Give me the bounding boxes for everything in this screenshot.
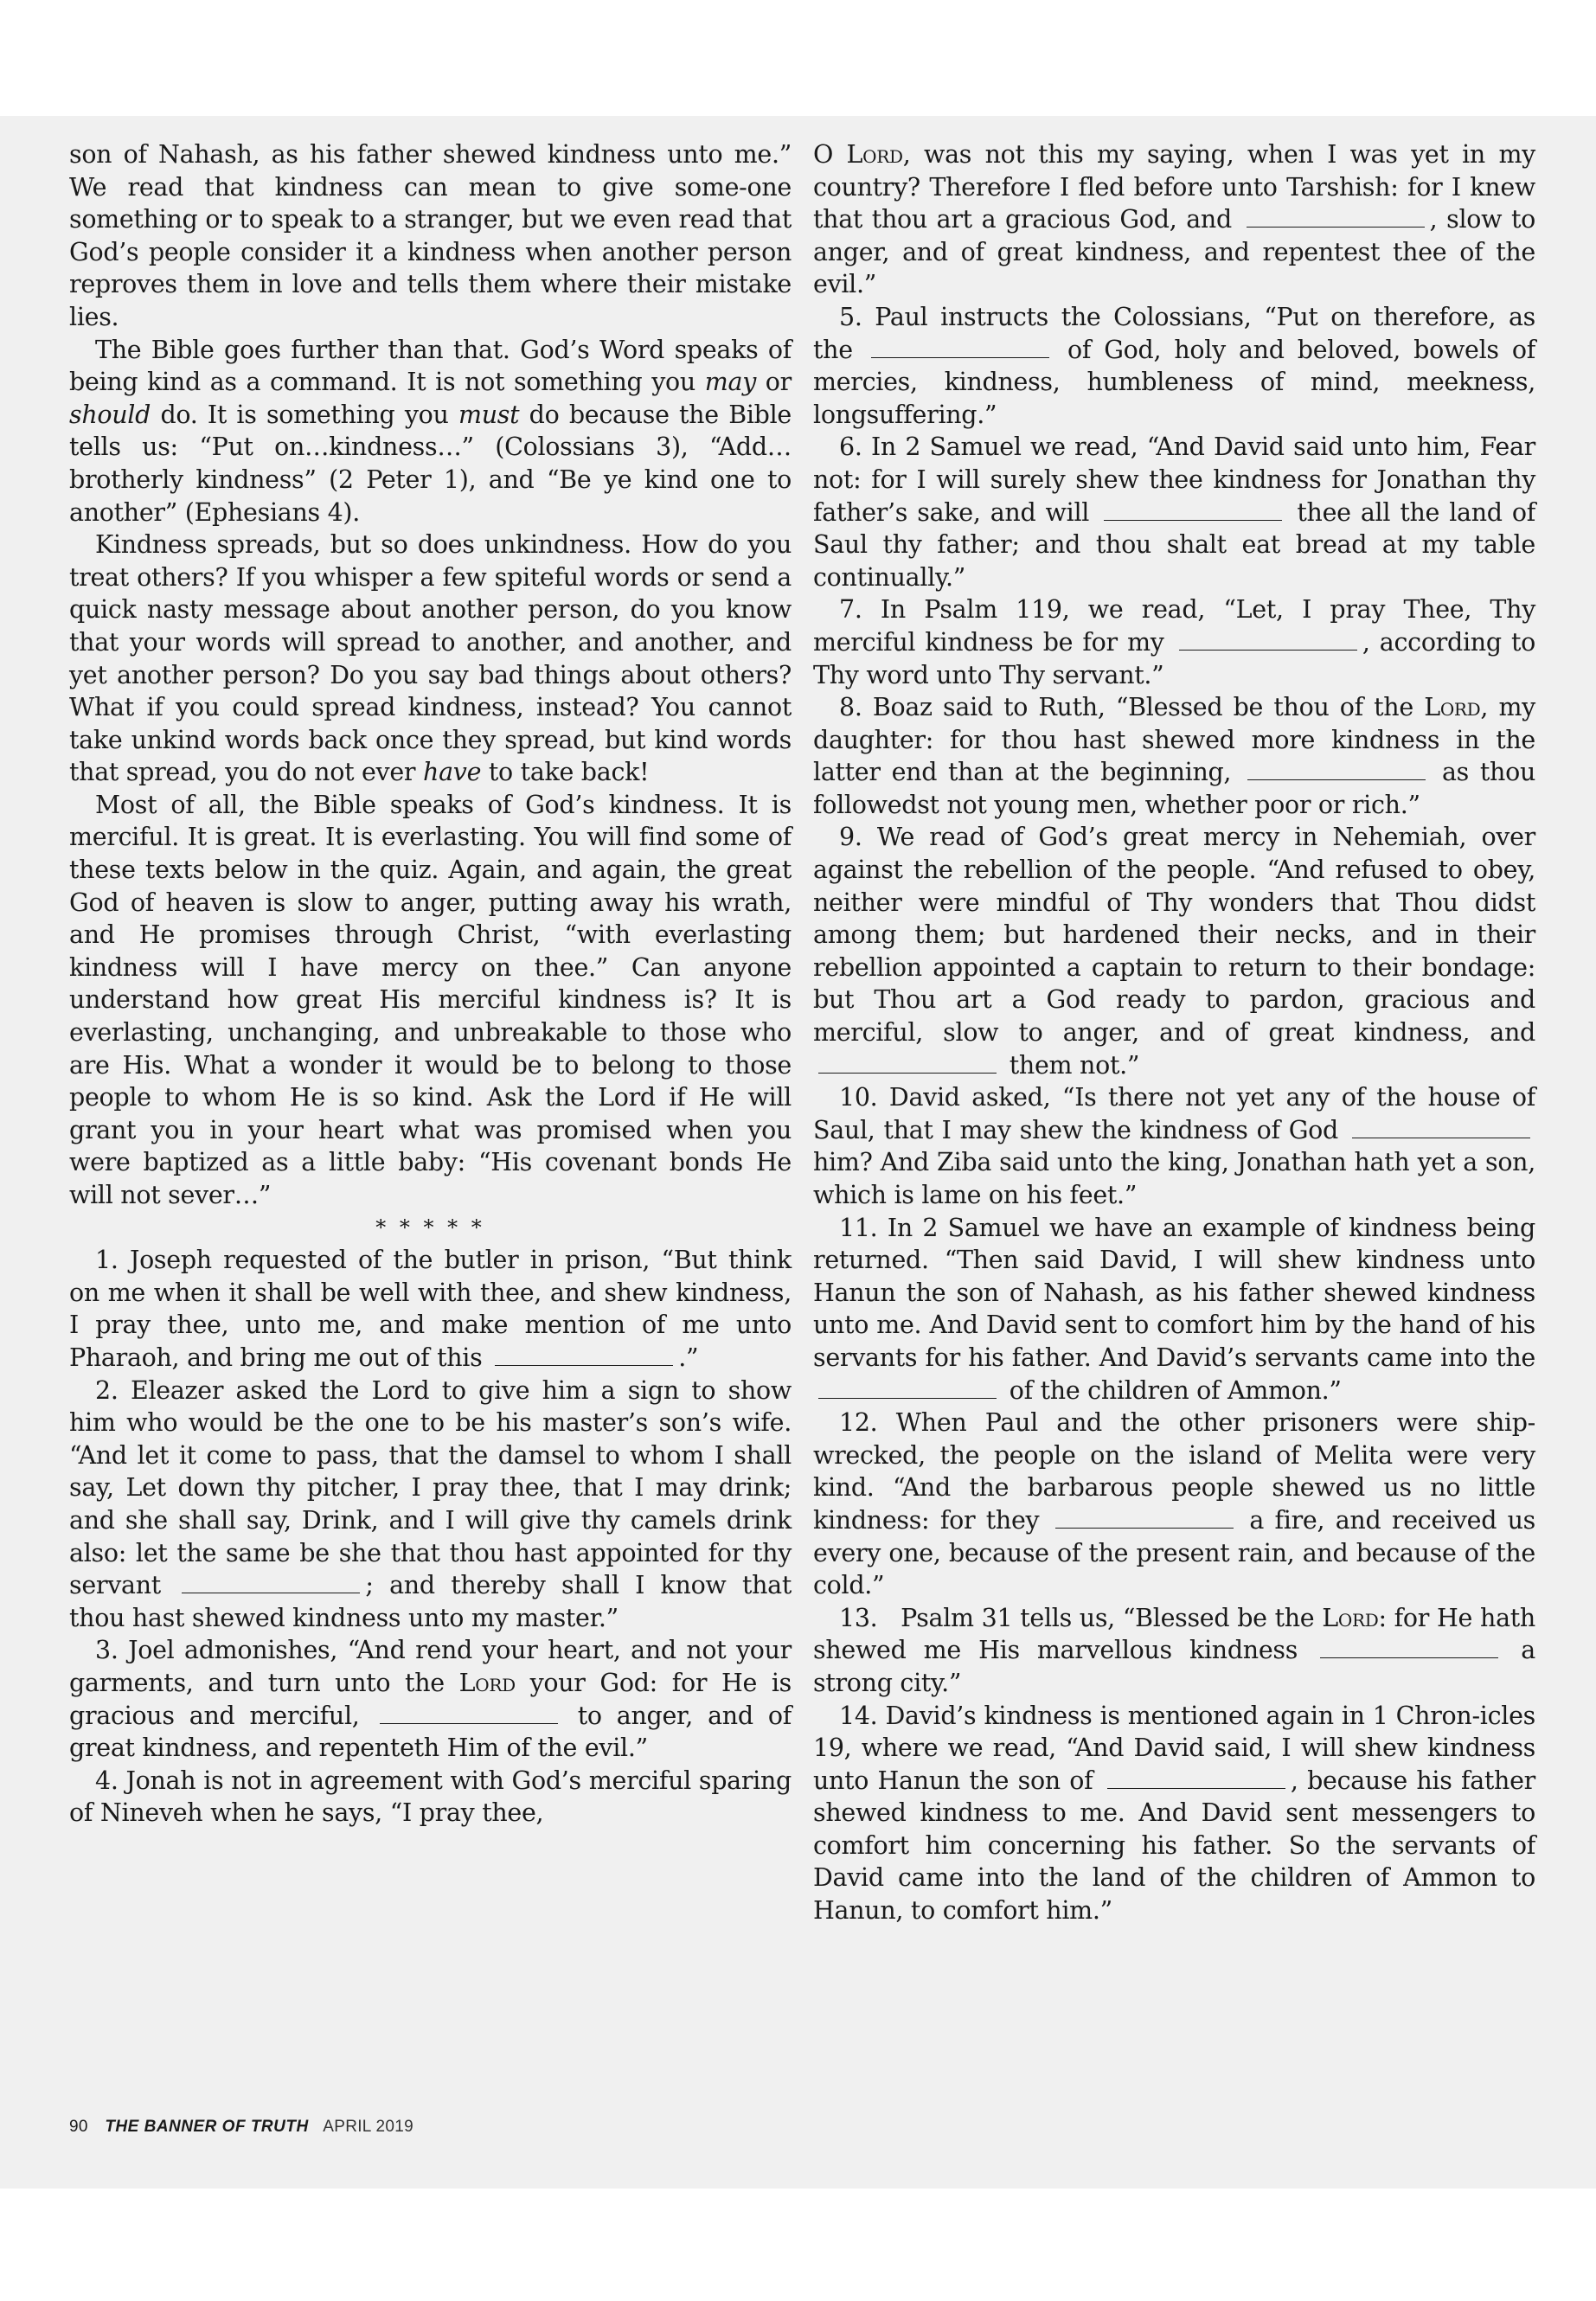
quiz-question-1: 1. Joseph requested of the butler in prison, “But think on me when it shall be well with thee, and shew kindness, I pray thee, unto me, and make mention of me unto Pharaoh, and bring me out of this .” [69, 1246, 792, 1372]
answer-blank [380, 1722, 558, 1724]
paragraph: Most of all, the Bible speaks of God’s kindness. It is merciful. It is great. It is everlasting. You will find some of these texts below in the quiz. Again, and again, the great God of heaven is slow to anger, putting away his wrath, and He promises through Christ, “with everlasting kindness will I have mercy on thee.” Can anyone understand how great His merciful kindness is? It is everlasting, unchanging, and unbreakable to those who are His. What a wonder it would be to belong to those people to whom He is so kind. Ask the Lord if He will grant you in your heart what was promised when you were baptized as a little baby: “His covenant bonds He will not sever…” [69, 790, 792, 1209]
issue-date: APRIL 2019 [323, 2118, 414, 2136]
quiz-question-10: 10. David asked, “Is there not yet any of the house of Saul, that I may shew the kindness of God him? And Ziba said unto the king, Jonathan hath yet a son, which is lame on his feet.” [813, 1083, 1535, 1209]
quiz-question-11: 11. In 2 Samuel we have an example of kindness being returned. “Then said David, I will shew kindness unto Hanun the son of Nahash, as his father shewed kindness unto me. And David sent to comfort him by the hand of his servants for his father. And David’s servants came into the of the children of Ammon.” [813, 1213, 1535, 1405]
answer-blank [1107, 1787, 1285, 1789]
page-footer [69, 2118, 413, 2137]
answer-blank [818, 1072, 997, 1074]
quiz-question-4-cont: O Lord, was not this my saying, when I was yet in my country? Therefore I fled before unto Tarshish: for I knew that thou art a gracious God, and , slow to anger, and of great kindness, and repentest thee of the evil.” [813, 140, 1535, 299]
answer-blank [1352, 1137, 1530, 1138]
quiz-question-2: 2. Eleazer asked the Lord to give him a sign to show him who would be the one to be his master’s son’s wife. “And let it come to pass, that the damsel to whom I shall say, Let down thy pitcher, I pray thee, that I may drink; and she shall say, Drink, and I will give thy camels drink also: let the same be she that thou hast appointed for thy servant ; and thereby shall I know that thou hast shewed kindness unto my master.” [69, 1375, 792, 1632]
quiz-question-3: 3. Joel admonishes, “And rend your heart, and not your garments, and turn unto the Lord your God: for He is gracious and merciful, to anger, and of great kindness, and repenteth Him of the evil.” [69, 1636, 792, 1763]
answer-blank [818, 1397, 997, 1399]
right-column [813, 138, 1535, 1927]
answer-blank [1179, 649, 1357, 651]
answer-blank [871, 356, 1049, 358]
paragraph: The Bible goes further than that. God’s Word speaks of being kind as a command. It is not something you may or should do. It is something you must do because the Bible tells us: “Put on…kindness…” (Colossians 3), “Add…brotherly kindness” (2 Peter 1), and “Be ye kind one to another” (Ephesians 4). [69, 335, 792, 527]
answer-blank [1320, 1657, 1498, 1658]
quiz-question-5: 5. Paul instructs the Colossians, “Put on therefore, as the of God, holy and beloved, bowels of mercies, kindness, humbleness of mind, meekness, longsuffering.” [813, 302, 1535, 429]
answer-blank [495, 1364, 673, 1366]
left-column [69, 138, 792, 1830]
answer-blank [1247, 226, 1425, 228]
quiz-question-9: 9. We read of God’s great mercy in Nehemiah, over against the rebellion of the people. “And refused to obey, neither were mindful of Thy wonders that Thou didst among them; but hardened their necks, and in their rebellion appointed a captain to return to their bondage: but Thou art a God ready to pardon, gracious and merciful, slow to anger, and of great kindness, and them not.” [813, 823, 1535, 1080]
answer-blank [182, 1592, 360, 1593]
quiz-question-7: 7. In Psalm 119, we read, “Let, I pray Thee, Thy merciful kindness be for my , according to Thy word unto Thy servant.” [813, 595, 1535, 689]
answer-blank [1247, 779, 1426, 780]
quiz-question-4: 4. Jonah is not in agreement with God’s merciful sparing of Nineveh when he says, “I pray thee, [69, 1766, 792, 1828]
paragraph: Kindness spreads, but so does unkindness. How do you treat others? If you whisper a few spiteful words or send a quick nasty message about another person, do you know that your words will spread to another, and another, and yet another person? Do you say bad things about others? What if you could spread kindness, instead? You cannot take unkind words back once they spread, but kind words that spread, you do not ever have to take back! [69, 530, 792, 787]
magazine-title: THE BANNER OF TRUTH [105, 2118, 309, 2136]
answer-blank [1104, 519, 1282, 521]
quiz-question-14: 14. David’s kindness is mentioned again in 1 Chron-icles 19, where we read, “And David said, I will shew kindness unto Hanun the son of , because his father shewed kindness to me. And David sent messengers to comfort him concerning his father. So the servants of David came into the land of the children of Ammon to Hanun, to comfort him.” [813, 1701, 1535, 1926]
section-separator: * * * * * [375, 1215, 485, 1240]
paragraph: son of Nahash, as his father shewed kindness unto me.” We read that kindness can mean to give some-one something or to speak to a stranger, but we even read that God’s people consider it a kindness when another person reproves them in love and tells them where their mistake lies. [69, 140, 792, 331]
quiz-question-13: 13. Psalm 31 tells us, “Blessed be the Lord: for He hath shewed me His marvellous kindness a strong city.” [813, 1603, 1535, 1697]
quiz-question-6: 6. In 2 Samuel we read, “And David said unto him, Fear not: for I will surely shew thee kindness for Jonathan thy father’s sake, and will thee all the land of Saul thy father; and thou shalt eat bread at my table continually.” [813, 433, 1535, 592]
quiz-question-8: 8. Boaz said to Ruth, “Blessed be thou of the Lord, my daughter: for thou hast shewed more kindness in the latter end than at the beginning, as thou followedst not young men, whether poor or rich.” [813, 693, 1536, 819]
quiz-question-12: 12. When Paul and the other prisoners were ship-wrecked, the people on the island of Melita were very kind. “And the barbarous people shewed us no little kindness: for they a fire, and received us every one, because of the present rain, and because of the cold.” [813, 1408, 1536, 1600]
page-number: 90 [69, 2118, 88, 2136]
answer-blank [1055, 1527, 1234, 1529]
